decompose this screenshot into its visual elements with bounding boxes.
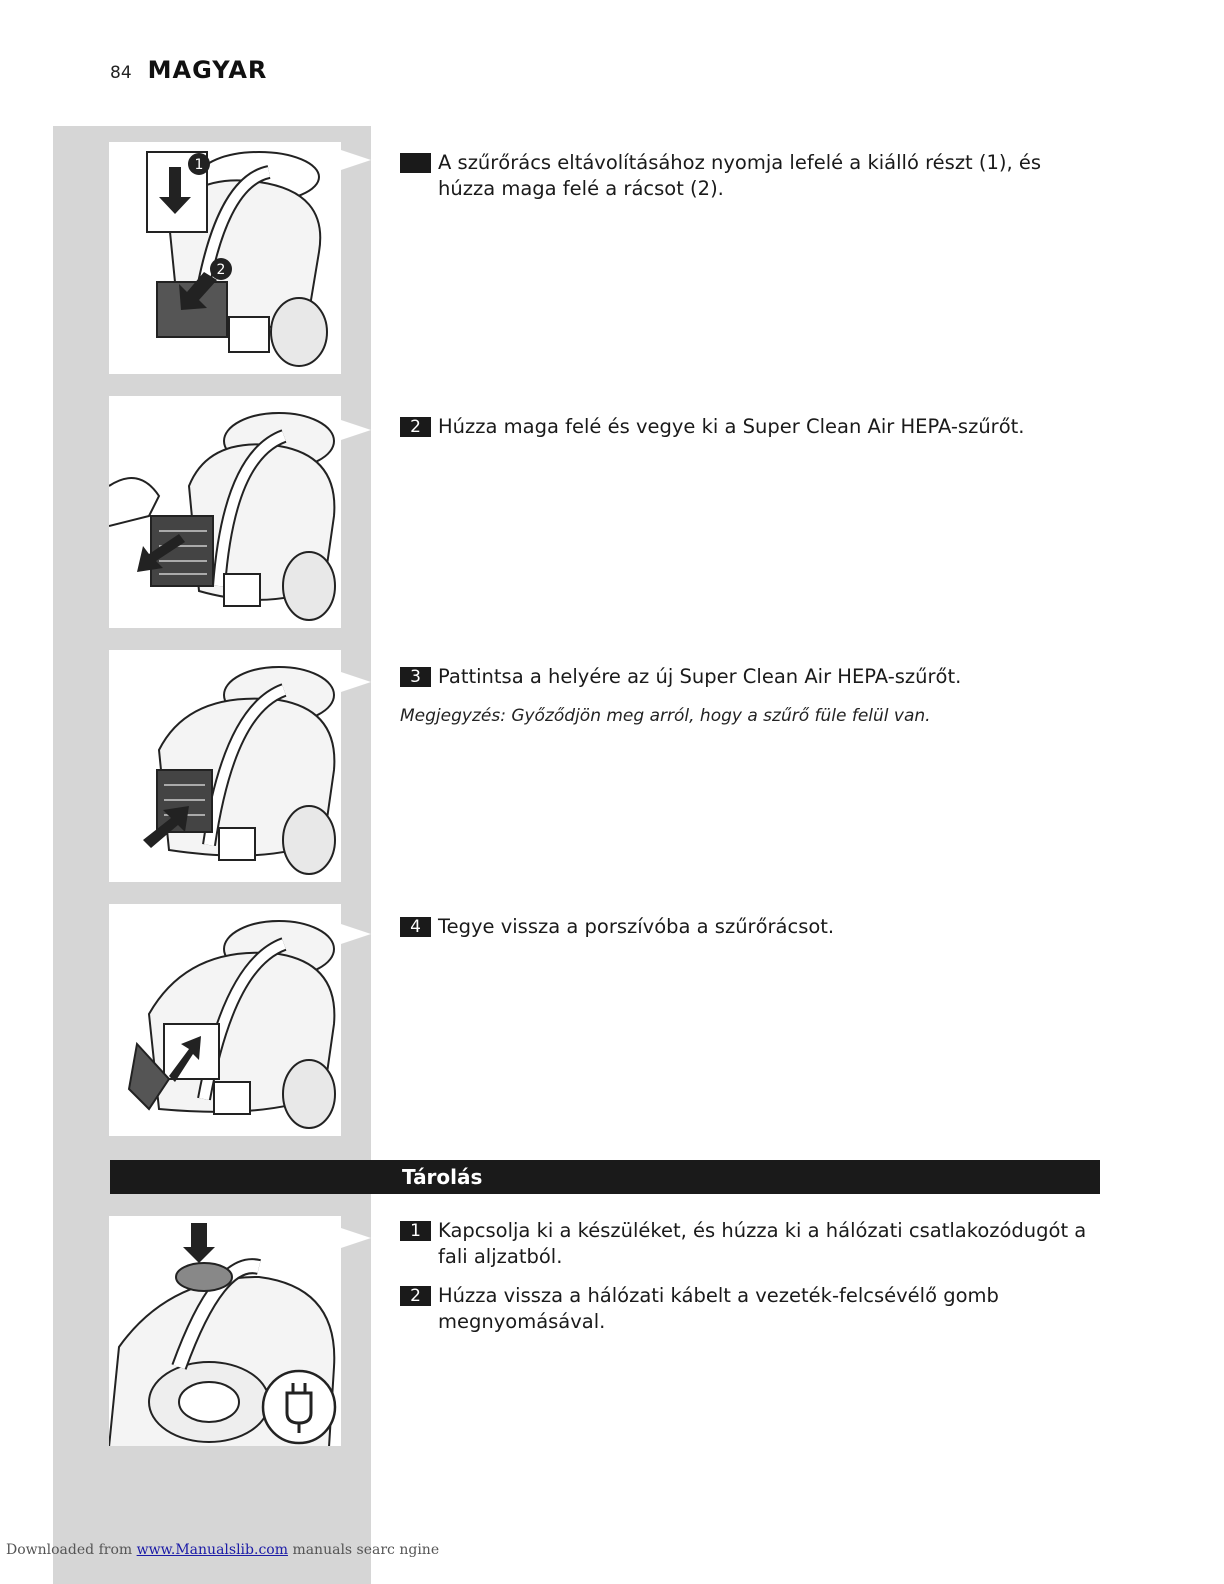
illustration-pointer [341, 1228, 371, 1248]
illustration-pointer [341, 672, 371, 692]
step-text: Tegye vissza a porszívóba a szűrőrácsot. [438, 915, 835, 938]
illustration-pointer [341, 150, 371, 170]
page-header [110, 56, 267, 88]
footer-prefix: Downloaded from [6, 1542, 133, 1558]
footer-suffix: manuals searc ngine [292, 1542, 440, 1558]
illustration-replace-grille [109, 904, 341, 1136]
step-number: 4 [400, 917, 431, 937]
illustration-storage [109, 1216, 341, 1446]
step-text: A szűrőrács eltávolításához nyomja lefelé a kiálló részt (1), és húzza maga felé a rácsot (2). [438, 151, 1042, 200]
step-3 [400, 664, 1100, 690]
note-text: Megjegyzés: Győződjön meg arról, hogy a szűrő füle felül van. [400, 706, 931, 726]
svg-text:1: 1 [194, 157, 204, 173]
footer [6, 1542, 439, 1558]
step-number [400, 153, 431, 173]
footer-link[interactable]: www.Manualslib.com [136, 1542, 288, 1558]
step-number: 2 [400, 1286, 431, 1306]
step-1 [400, 150, 1100, 202]
vacuum-cleaner-illustration [109, 650, 341, 882]
illustration-insert-filter [109, 650, 341, 882]
step-text: Húzza vissza a hálózati kábelt a vezeték-felcsévélő gomb megnyomásával. [438, 1284, 999, 1333]
step-2 [400, 414, 1100, 440]
step-4 [400, 914, 1100, 940]
step-text: Pattintsa a helyére az új Super Clean Air HEPA-szűrőt. [438, 665, 962, 688]
step-number: 1 [400, 1221, 431, 1241]
arrow-icon [183, 1223, 215, 1263]
illustration-pointer [341, 924, 371, 944]
storage-step-1 [400, 1218, 1100, 1270]
vacuum-cleaner-illustration [109, 1216, 341, 1446]
section-bar-storage [110, 1160, 1100, 1194]
language-heading: MAGYAR [147, 56, 268, 84]
vacuum-cleaner-illustration [109, 904, 341, 1136]
step-number: 2 [400, 417, 431, 437]
illustration-pointer [341, 420, 371, 440]
illustration-remove-filter [109, 396, 341, 628]
step-number: 3 [400, 667, 431, 687]
section-title: Tárolás [402, 1165, 483, 1189]
step-text: Kapcsolja ki a készüléket, és húzza ki a hálózati csatlakozódugót a fali aljzatból. [438, 1219, 1087, 1268]
vacuum-cleaner-illustration [109, 396, 341, 628]
svg-text:2: 2 [216, 262, 226, 278]
storage-step-2 [400, 1283, 1100, 1335]
page-number: 84 [110, 63, 132, 83]
illustration-remove-grille [109, 142, 341, 374]
step-text: Húzza maga felé és vegye ki a Super Clean Air HEPA-szűrőt. [438, 415, 1025, 438]
vacuum-cleaner-illustration [109, 142, 341, 374]
